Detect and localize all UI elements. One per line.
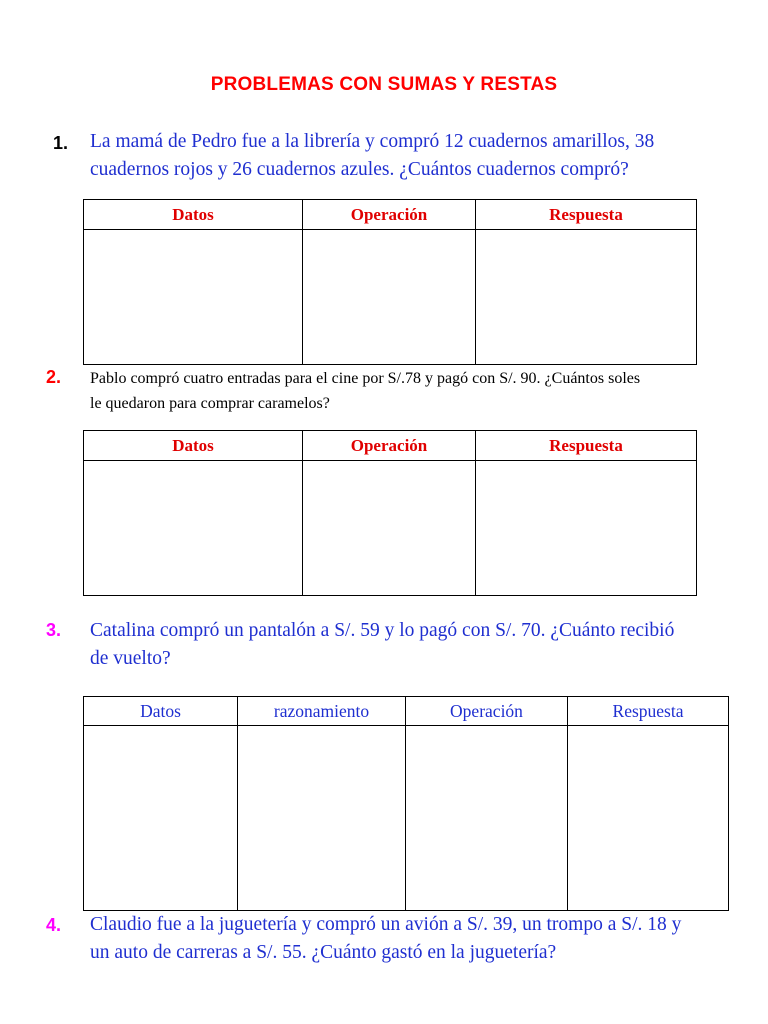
problem-4-number: 4. xyxy=(46,915,62,935)
problem-3-header-datos: Datos xyxy=(84,697,238,726)
problem-2-table xyxy=(83,430,697,596)
problem-1-cell-respuesta[interactable] xyxy=(476,230,697,365)
problem-1-header-respuesta: Respuesta xyxy=(476,200,697,230)
problem-1-table xyxy=(83,199,697,365)
problem-3-number: 3. xyxy=(46,620,62,640)
problem-1-number: 1. xyxy=(53,133,69,153)
problem-3-line-1: Catalina compró un pantalón a S/. 59 y lo pagó con S/. 70. ¿Cuánto recibió xyxy=(90,620,675,641)
problem-1-line-2: cuadernos rojos y 26 cuadernos azules. ¿Cuántos cuadernos compró? xyxy=(90,159,629,180)
problem-3-text xyxy=(90,617,674,673)
problem-3-header-respuesta: Respuesta xyxy=(568,697,729,726)
problem-1-cell-datos[interactable] xyxy=(84,230,303,365)
problem-3-cell-datos[interactable] xyxy=(84,726,238,911)
problem-4-line-1: Claudio fue a la juguetería y compró un avión a S/. 39, un trompo a S/. 18 y xyxy=(90,914,682,935)
problem-1-cell-operacion[interactable] xyxy=(303,230,476,365)
problem-2-header-respuesta: Respuesta xyxy=(476,431,697,461)
problem-2-header-operacion: Operación xyxy=(303,431,476,461)
problem-2-number: 2. xyxy=(46,367,62,387)
problem-3-cell-operacion[interactable] xyxy=(406,726,568,911)
problem-2-text xyxy=(90,366,640,416)
problem-3-line-2: de vuelto? xyxy=(90,648,171,669)
problem-1-header-datos: Datos xyxy=(84,200,303,230)
problem-2-cell-datos[interactable] xyxy=(84,461,303,596)
problem-3-table xyxy=(83,696,729,911)
problem-1-text xyxy=(90,128,654,184)
problem-3-cell-razonamiento[interactable] xyxy=(238,726,406,911)
page-title: PROBLEMAS CON SUMAS Y RESTAS xyxy=(210,74,558,95)
problem-2-line-2: le quedaron para comprar caramelos? xyxy=(90,395,330,412)
problem-4-text xyxy=(90,911,681,967)
problem-1-header-operacion: Operación xyxy=(303,200,476,230)
problem-3-header-razonamiento: razonamiento xyxy=(238,697,406,726)
problem-2-cell-operacion[interactable] xyxy=(303,461,476,596)
problem-2-line-1: Pablo compró cuatro entradas para el cine por S/.78 y pagó con S/. 90. ¿Cuántos soles xyxy=(90,370,641,387)
problem-2-header-datos: Datos xyxy=(84,431,303,461)
problem-3-header-operacion: Operación xyxy=(406,697,568,726)
problem-3-cell-respuesta[interactable] xyxy=(568,726,729,911)
problem-1-line-1: La mamá de Pedro fue a la librería y compró 12 cuadernos amarillos, 38 xyxy=(90,131,655,152)
problem-4-line-2: un auto de carreras a S/. 55. ¿Cuánto gastó en la juguetería? xyxy=(90,942,557,963)
problem-2-cell-respuesta[interactable] xyxy=(476,461,697,596)
